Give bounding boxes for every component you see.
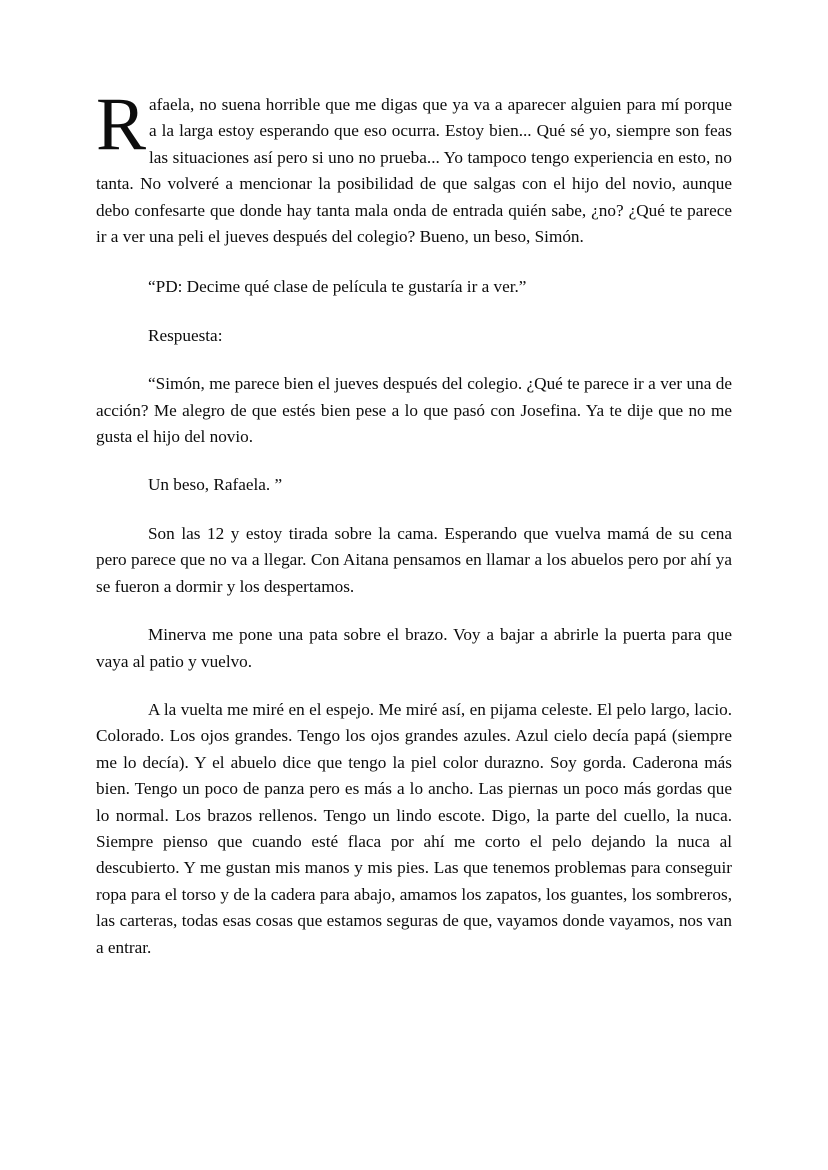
body-text-column [96,83,732,961]
paragraph: Respuesta: [148,325,223,345]
paragraph: Son las 12 y estoy tirada sobre la cama. Esperando que vuelva mamá de su cena pero parece que no va a llegar. Con Aitana pensamos en llamar a los abuelos pero por ahí ya se fueron a dormir y los despertamos. [96,523,732,596]
paragraph: A la vuelta me miré en el espejo. Me miré así, en pijama celeste. El pelo largo, lacio. Colorado. Los ojos grandes. Tengo los ojos grandes azules. Azul cielo decía papá (siempre me lo decía). Y el abuelo dice que tengo la piel color durazno. Soy gorda. Caderona más bien. Tengo un poco de panza pero es más a lo ancho. Las piernas un poco más gordas que lo normal. Los brazos rellenos. Tengo un lindo escote. Digo, la parte del cuello, la nuca. Siempre pienso que cuando esté flaca por ahí me corto el pelo dejando la nuca al descubierto. Y me gustan mis manos y mis pies. Las que tenemos problemas para conseguir ropa para el torso y de la cadera para abajo, amamos los zapatos, los guantes, los sombreros, las carteras, todas esas cosas que estamos seguras de que, vayamos donde vayamos, nos van a entrar. [96,699,732,957]
paragraph: “PD: Decime qué clase de película te gustaría ir a ver.” [148,277,527,297]
paragraph-text: afaela, no suena horrible que me digas que ya va a aparecer alguien para mí porque a la larga estoy esperando que eso ocurra. Estoy bien... Qué sé yo, siempre son feas las situaciones así pero si uno no prueba... Yo tampoco tengo experiencia en esto, no tanta. No volveré a mencionar la posibilidad de que salgas con el hijo del novio, aunque debo confesarte que donde hay tanta mala onda de entrada quién sabe, ¿no? ¿Qué te parece ir a ver una peli el jueves después del colegio? Bueno, un beso, Simón. [96,95,732,247]
drop-cap: R [96,83,147,166]
paragraph: “Simón, me parece bien el jueves después del colegio. ¿Qué te parece ir a ver una de acción? Me alegro de que estés bien pese a lo que pasó con Josefina. Ya te dije que no me gusta el hijo del novio. [96,374,732,447]
paragraph: Minerva me pone una pata sobre el brazo. Voy a bajar a abrirle la puerta para que vaya al patio y vuelvo. [96,625,732,671]
paragraph [96,83,732,250]
paragraph: Un beso, Rafaela. ” [148,475,283,495]
